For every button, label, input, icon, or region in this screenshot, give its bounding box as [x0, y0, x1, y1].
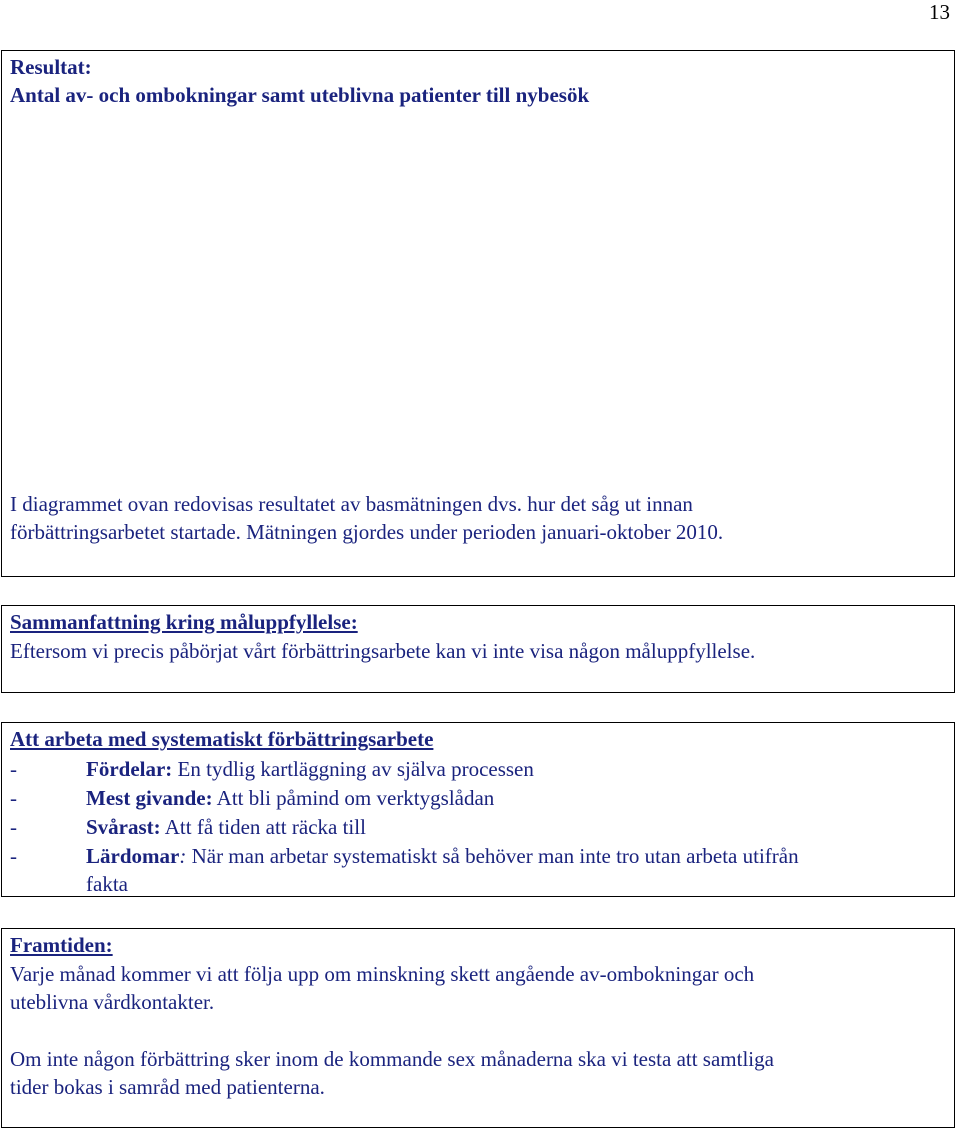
list-dash: - [10, 757, 17, 781]
summary-text: Eftersom vi precis påbörjat vårt förbättringsarbete kan vi inte visa någon måluppfyllelse. [10, 639, 756, 663]
future-para1-line2: uteblivna vårdkontakter. [10, 990, 215, 1014]
future-para1-line1: Varje månad kommer vi att följa upp om minskning skett angående av-ombokningar och [10, 962, 755, 986]
future-heading: Framtiden: [10, 933, 113, 957]
future-box [1, 928, 955, 1128]
future-para2-line1: Om inte någon förbättring sker inom de kommande sex månaderna ska vi testa att samtliga [10, 1047, 774, 1071]
result-box [1, 50, 955, 577]
future-para2-line2: tider bokas i samråd med patienterna. [10, 1075, 325, 1099]
item-text: En tydlig kartläggning av själva processen [172, 757, 534, 781]
systematic-box: Att arbeta med systematiskt förbättringsarbete - Fördelar: En tydlig kartläggning av själva processen - Mest givande: Att bli påmind om verktygslådan - Svårast: Att få tiden att räcka till - Lärdomar: När man arbetar systematiskt så behöver man inte tro utan arbeta utifrån fakta [1, 722, 955, 897]
result-subheading: Antal av- och ombokningar samt uteblivna patienter till nybesök [10, 83, 590, 107]
item-text: Att få tiden att räcka till [160, 815, 366, 839]
item-label: Mest givande: [86, 786, 213, 810]
systematic-heading: Att arbeta med systematiskt förbättringsarbete [10, 727, 434, 751]
result-heading: Resultat: [10, 55, 92, 79]
item-label-suffix: : [179, 844, 187, 868]
list-dash: - [10, 815, 17, 839]
item-text: När man arbetar systematiskt så behöver man inte tro utan arbeta utifrån [186, 844, 799, 868]
list-dash: - [10, 844, 17, 868]
item-label: Lärdomar [86, 844, 180, 868]
result-description-line1: I diagrammet ovan redovisas resultatet av basmätningen dvs. hur det såg ut innan [10, 492, 693, 516]
summary-box [1, 605, 955, 693]
item-text: Att bli påmind om verktygslådan [212, 786, 495, 810]
item-label: Svårast: [86, 815, 161, 839]
summary-heading: Sammanfattning kring måluppfyllelse: [10, 610, 358, 634]
list-dash: - [10, 786, 17, 810]
result-description-line2: förbättringsarbetet startade. Mätningen gjordes under perioden januari-oktober 2010. [10, 520, 724, 544]
page-number: 13 [929, 0, 950, 24]
item-label: Fördelar: [86, 757, 173, 781]
